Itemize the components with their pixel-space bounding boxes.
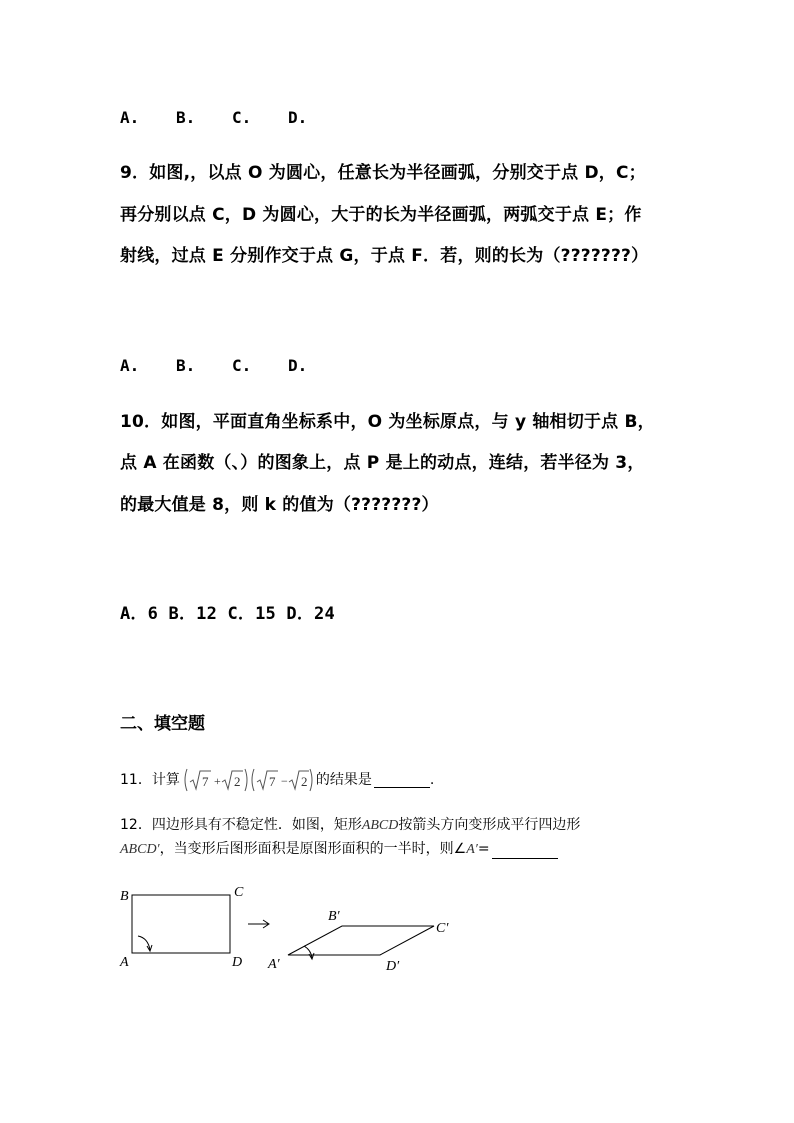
q8-option-a: A. [120,108,140,127]
q9-option-b: B. [176,356,196,375]
q8-option-b: B. [176,108,196,127]
q8-option-d: D. [288,108,308,127]
q12-angle-name: A′ [466,842,478,857]
q9-option-d: D. [288,356,308,375]
q11-radicand-1: 7 [201,774,209,789]
label-d-prime: D′ [386,959,400,974]
q11-suffix: 的结果是 [315,772,372,788]
q11-radicand-4: 2 [300,774,308,789]
label-b-prime: B′ [328,909,340,924]
q8-option-c: C. [232,108,252,127]
q11-paren-close-1 [245,769,247,791]
q12-para-name: ABCD′ [120,842,160,857]
q12-line1-text-b: 按箭头方向变形成平行四边形 [398,817,581,833]
label-a-prime: A′ [268,957,280,972]
q12-line1-text-a: 12．四边形具有不稳定性．如图，矩形 [120,817,362,833]
q12-equals: = [477,841,490,857]
q9-line-1: 9．如图,，以点 O 为圆心，任意长为半径画弧，分别交于点 D，C； [120,163,646,183]
q11-paren-close-2 [310,769,312,791]
q11-answer-blank[interactable] [374,773,430,788]
q12-answer-blank[interactable] [492,844,558,859]
parallelogram-abcd-prime [288,926,434,955]
q10-options: A．6 B．12 C．15 D．24 [120,604,335,624]
label-d: D [232,955,243,970]
q11-radicand-3: 7 [268,774,276,789]
q12-figure [114,880,474,980]
q10-line-2: 点 A 在函数（、）的图象上，点 P 是上的动点，连结，若半径为 3， [120,453,645,473]
q9-line-2: 再分别以点 C，D 为圆心，大于的长为半径画弧，两弧交于点 E；作 [120,205,642,225]
q12-line2-text: ，当变形后图形面积是原图形面积的一半时，则∠ [159,841,467,857]
rectangle-abcd [132,895,230,953]
q12-line-1 [120,816,580,835]
q10-line-1: 10．如图，平面直角坐标系中，O 为坐标原点，与 y 轴相切于点 B， [120,412,655,432]
q12-rect-name: ABCD [361,818,399,833]
q11-op-2: − [280,774,288,788]
label-b: B [120,889,129,904]
q12-line-2 [120,840,562,859]
q11-paren-open-1 [185,769,187,791]
q11-prefix: 11．计算 [120,772,180,788]
q11-radicand-2: 2 [233,774,241,789]
q11-end: . [429,772,435,788]
q10-line-3: 的最大值是 8，则 k 的值为（???????） [120,495,439,515]
section-heading-fill-in: 二、填空题 [120,714,205,734]
q9-option-a: A. [120,356,140,375]
label-c-prime: C′ [436,921,449,936]
q11-expression [182,766,314,794]
q9-line-3: 射线，过点 E 分别作交于点 G，于点 F．若，则的长为（???????） [120,246,649,266]
question-11 [120,766,434,794]
label-a: A [120,955,129,970]
q11-op-1: + [213,774,221,788]
label-c: C [234,885,244,900]
q9-option-c: C. [232,356,252,375]
q11-paren-open-2 [252,769,254,791]
